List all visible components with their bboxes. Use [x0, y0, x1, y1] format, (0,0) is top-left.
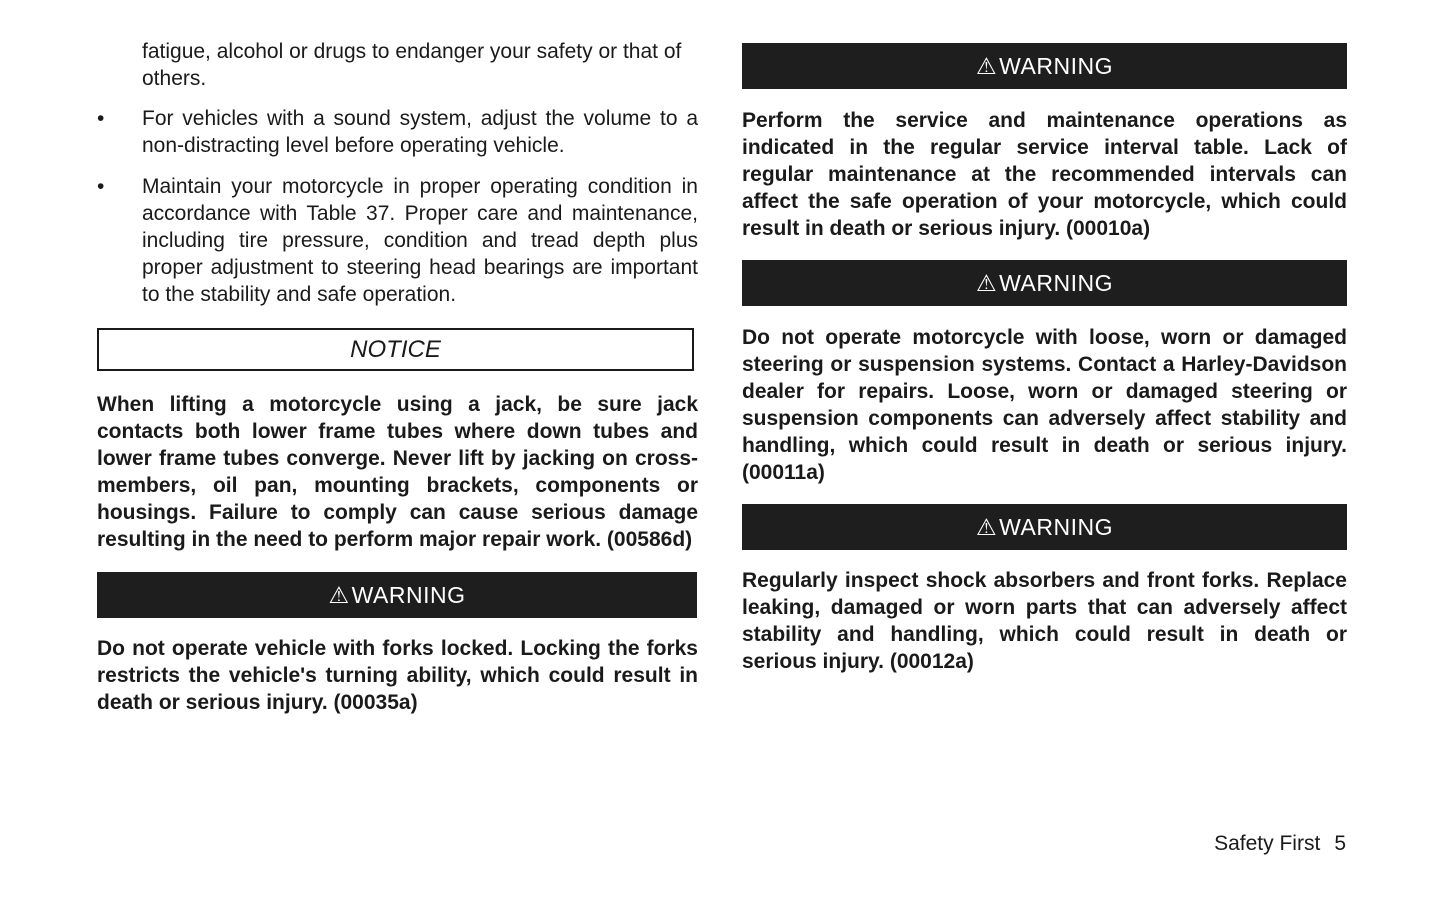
warning-triangle-icon: ⚠	[976, 513, 998, 540]
warning-label: WARNING	[999, 52, 1113, 79]
notice-header	[97, 328, 694, 371]
list-item-text: For vehicles with a sound system, adjust the volume to a non-distracting level before operating vehicle.	[142, 107, 698, 157]
page-footer	[1214, 830, 1346, 857]
notice-label: NOTICE	[350, 335, 441, 363]
warning-text: Regularly inspect shock absorbers and front forks. Replace leaking, damaged or worn parts that can adversely affect stability and handling, which could result in death or serious injury. (00012a)	[742, 569, 1347, 673]
warning-banner	[742, 260, 1347, 306]
warning-banner	[742, 43, 1347, 89]
warning-label: WARNING	[351, 581, 466, 608]
warning-text: Do not operate vehicle with forks locked. Locking the forks restricts the vehicle's turning ability, which could result in death or serious injury. (00035a)	[97, 637, 698, 714]
intro-paragraph: fatigue, alcohol or drugs to endanger your safety or that of others.	[142, 40, 682, 90]
warning-banner	[97, 572, 697, 618]
warning-triangle-icon: ⚠	[976, 52, 998, 79]
warning-text: Perform the service and maintenance operations as indicated in the regular service interval table. Lack of regular maintenance at the recommended intervals can affect the safe operation of your motorcycle, which could result in death or serious injury. (00010a)	[742, 109, 1347, 240]
bullet-icon: •	[97, 175, 105, 198]
footer-section-title: Safety First	[1214, 832, 1321, 855]
warning-text: Do not operate motorcycle with loose, worn or damaged steering or suspension systems. Contact a Harley-Davidson dealer for repairs. Loose, worn or damaged steering or suspension components can adversely affect stability and handling, which could result in death or serious injury. (00011a)	[742, 326, 1347, 484]
warning-triangle-icon: ⚠	[328, 581, 350, 608]
list-item	[97, 105, 698, 165]
page-number: 5	[1334, 832, 1346, 855]
list-item	[97, 173, 698, 313]
notice-text: When lifting a motorcycle using a jack, be sure jack contacts both lower frame tubes where down tubes and lower frame tubes converge. Never lift by jacking on cross-members, oil pan, mounting brackets, components or housings. Failure to comply can cause serious damage resulting in the need to perform major repair work. (00586d)	[97, 393, 698, 551]
warning-triangle-icon: ⚠	[976, 269, 998, 296]
list-item-text: Maintain your motorcycle in proper operating condition in accordance with Table 37. Proper care and maintenance, including tire pressure, condition and tread depth plus proper adjustment to steering head bearings are important to the stability and safe operation.	[142, 175, 698, 306]
bullet-icon: •	[97, 107, 105, 130]
warning-label: WARNING	[999, 513, 1113, 540]
warning-label: WARNING	[999, 269, 1113, 296]
warning-banner	[742, 504, 1347, 550]
